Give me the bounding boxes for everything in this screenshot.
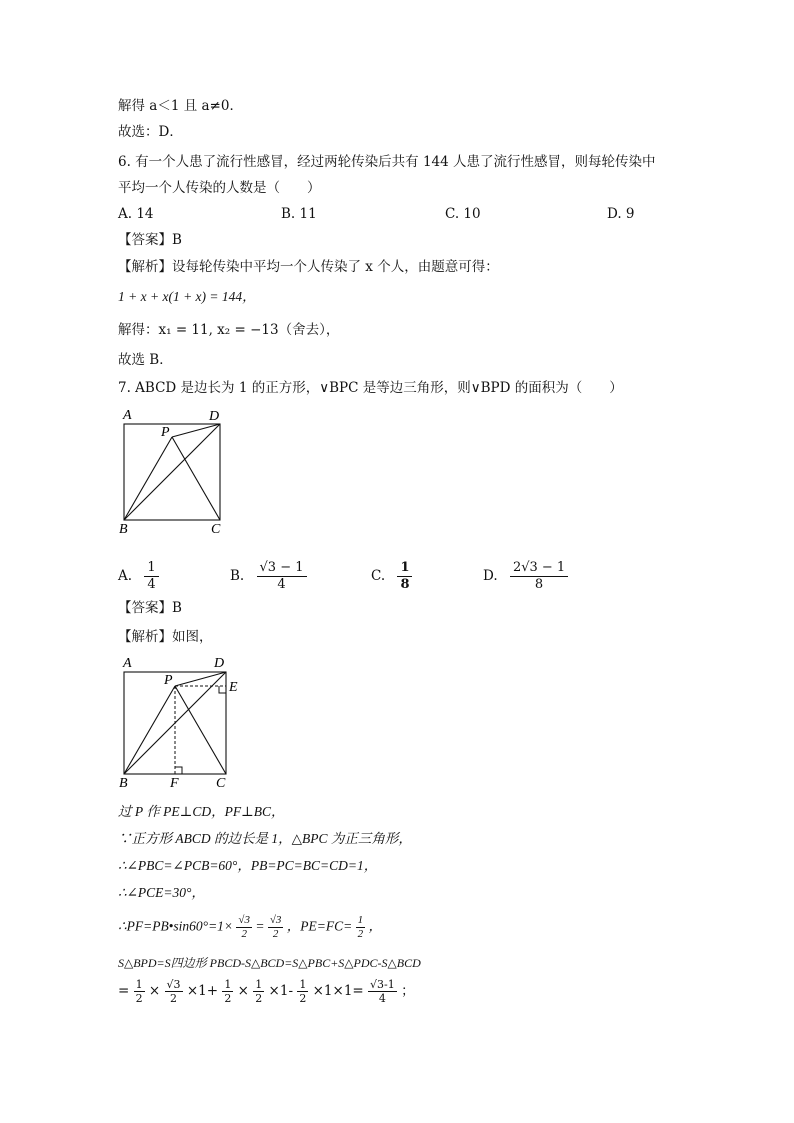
solution-step-2: ∵正方形 ABCD 的边长是 1，△BPC 为正三角形， bbox=[118, 831, 412, 846]
solution-step-3: ∴∠PBC=∠PCB=60°，PB=PC=BC=CD=1， bbox=[118, 858, 378, 873]
numerator: √3-1 bbox=[370, 978, 395, 991]
q7-answer: 【答案】B bbox=[118, 600, 182, 616]
denominator: 2 bbox=[272, 928, 279, 940]
q7-option-d bbox=[483, 560, 568, 593]
denominator: 2 bbox=[357, 928, 364, 940]
label-a: A bbox=[123, 656, 132, 671]
fraction bbox=[144, 560, 158, 593]
numerator: √3 bbox=[238, 914, 250, 926]
square-figure-2 bbox=[115, 653, 250, 793]
fraction bbox=[397, 560, 412, 593]
q6-option-b: B. 11 bbox=[281, 206, 317, 222]
label-d: D bbox=[209, 409, 220, 424]
q6-equation: 1 + x + x(1 + x) = 144， bbox=[118, 289, 256, 304]
numerator: 1 bbox=[135, 978, 143, 991]
fraction bbox=[165, 978, 183, 1005]
numerator: √3 − 1 bbox=[257, 560, 307, 577]
fraction bbox=[222, 978, 233, 1005]
option-label: D. bbox=[483, 568, 498, 584]
segment-bd bbox=[124, 424, 220, 520]
numerator: 1 bbox=[224, 978, 232, 991]
text: ×1+ bbox=[186, 983, 219, 999]
fraction bbox=[257, 560, 307, 593]
denominator: 2 bbox=[241, 928, 247, 940]
q6-option-a: A. 14 bbox=[118, 206, 154, 222]
denominator: 4 bbox=[147, 577, 156, 592]
text: ∴PF=PB•sin60°=1× bbox=[118, 918, 234, 934]
fraction bbox=[297, 978, 308, 1005]
fraction bbox=[253, 978, 264, 1005]
text: ， bbox=[368, 918, 382, 934]
denominator: 8 bbox=[534, 577, 544, 592]
q7-option-b bbox=[230, 560, 307, 593]
text: × bbox=[148, 983, 161, 999]
q6-analysis bbox=[118, 257, 499, 277]
text-line: 解得 a＜1 且 a≠0． bbox=[118, 98, 243, 114]
label-e: E bbox=[229, 680, 238, 695]
label-f: F bbox=[170, 776, 179, 791]
segment-pc bbox=[172, 437, 220, 520]
label-c: C bbox=[211, 522, 221, 535]
q7-analysis: 【解析】如图， bbox=[118, 629, 213, 645]
solution-step-1: 过 P 作 PE⊥CD，PF⊥BC， bbox=[118, 804, 285, 819]
q6-answer: 【答案】B bbox=[118, 232, 182, 248]
label-d: D bbox=[214, 656, 225, 671]
right-angle-mark-e bbox=[219, 686, 226, 693]
label-c: C bbox=[216, 776, 226, 791]
fraction bbox=[268, 914, 284, 941]
label-a: A bbox=[123, 408, 132, 423]
denominator: 2 bbox=[170, 992, 178, 1005]
text: = bbox=[255, 918, 265, 934]
label-b: B bbox=[119, 522, 128, 535]
label-p: P bbox=[164, 673, 173, 688]
denominator: 2 bbox=[255, 992, 263, 1005]
text: ； bbox=[401, 983, 415, 999]
label-p: P bbox=[161, 425, 170, 440]
numerator: √3 bbox=[269, 914, 282, 926]
numerator: 1 bbox=[357, 914, 364, 926]
denominator: 2 bbox=[224, 992, 232, 1005]
numerator: √3 bbox=[166, 978, 181, 991]
question-6-stem: 6. 有一个人患了流行性感冒，经过两轮传染后共有 144 人患了流行性感冒，则每轮传染中 bbox=[118, 154, 656, 170]
q6-choose: 故选 B． bbox=[118, 352, 173, 368]
numerator: 1 bbox=[255, 978, 263, 991]
solution-step-4: ∴∠PCE=30°， bbox=[118, 885, 205, 900]
solution-step-5 bbox=[118, 914, 382, 941]
numerator: 1 bbox=[299, 978, 307, 991]
option-label: B. bbox=[230, 568, 245, 584]
text: = bbox=[118, 983, 130, 999]
denominator: 4 bbox=[378, 992, 386, 1005]
analysis-tag: 【解析】 bbox=[118, 259, 172, 275]
numerator: 2√3 − 1 bbox=[510, 560, 568, 577]
text: ×1×1= bbox=[312, 983, 364, 999]
fraction bbox=[134, 978, 145, 1005]
q6-option-c: C. 10 bbox=[445, 206, 481, 222]
text: × bbox=[237, 983, 249, 999]
text: ×1- bbox=[268, 983, 294, 999]
right-angle-mark-f bbox=[175, 767, 182, 774]
label-b: B bbox=[119, 776, 128, 791]
q7-option-a bbox=[118, 560, 159, 593]
fraction bbox=[356, 914, 366, 941]
denominator: 2 bbox=[299, 992, 307, 1005]
square-figure-1 bbox=[115, 405, 235, 535]
question-7-stem: 7. ABCD 是边长为 1 的正方形，∨BPC 是等边三角形，则∨BPD 的面积为（ ） bbox=[118, 380, 623, 396]
denominator: 8 bbox=[400, 577, 410, 592]
q7-option-c bbox=[371, 560, 412, 593]
question-6-stem-cont: 平均一个人传染的人数是（ ） bbox=[118, 180, 321, 196]
numerator: 1 bbox=[397, 560, 412, 577]
text-line: 故选：D． bbox=[118, 124, 183, 140]
solution-step-6: S△BPD=S四边形 PBCD-S△BCD=S△PBC+S△PDC-S△BCD bbox=[118, 956, 421, 970]
denominator: 4 bbox=[277, 577, 286, 592]
option-label: C. bbox=[371, 568, 386, 584]
option-label: A. bbox=[118, 568, 133, 584]
segment-pc bbox=[175, 686, 226, 774]
solution-step-7 bbox=[118, 978, 415, 1005]
analysis-text: 设每轮传染中平均一个人传染了 x 个人，由题意可得： bbox=[172, 259, 499, 275]
fraction bbox=[510, 560, 568, 593]
fraction bbox=[368, 978, 397, 1005]
numerator: 1 bbox=[144, 560, 158, 577]
fraction bbox=[236, 914, 252, 941]
q6-option-d: D. 9 bbox=[607, 206, 635, 222]
denominator: 2 bbox=[135, 992, 143, 1005]
text: ，PE=FC= bbox=[286, 918, 353, 934]
q6-solution: 解得：x₁ = 11, x₂ = −13（舍去）， bbox=[118, 322, 340, 338]
